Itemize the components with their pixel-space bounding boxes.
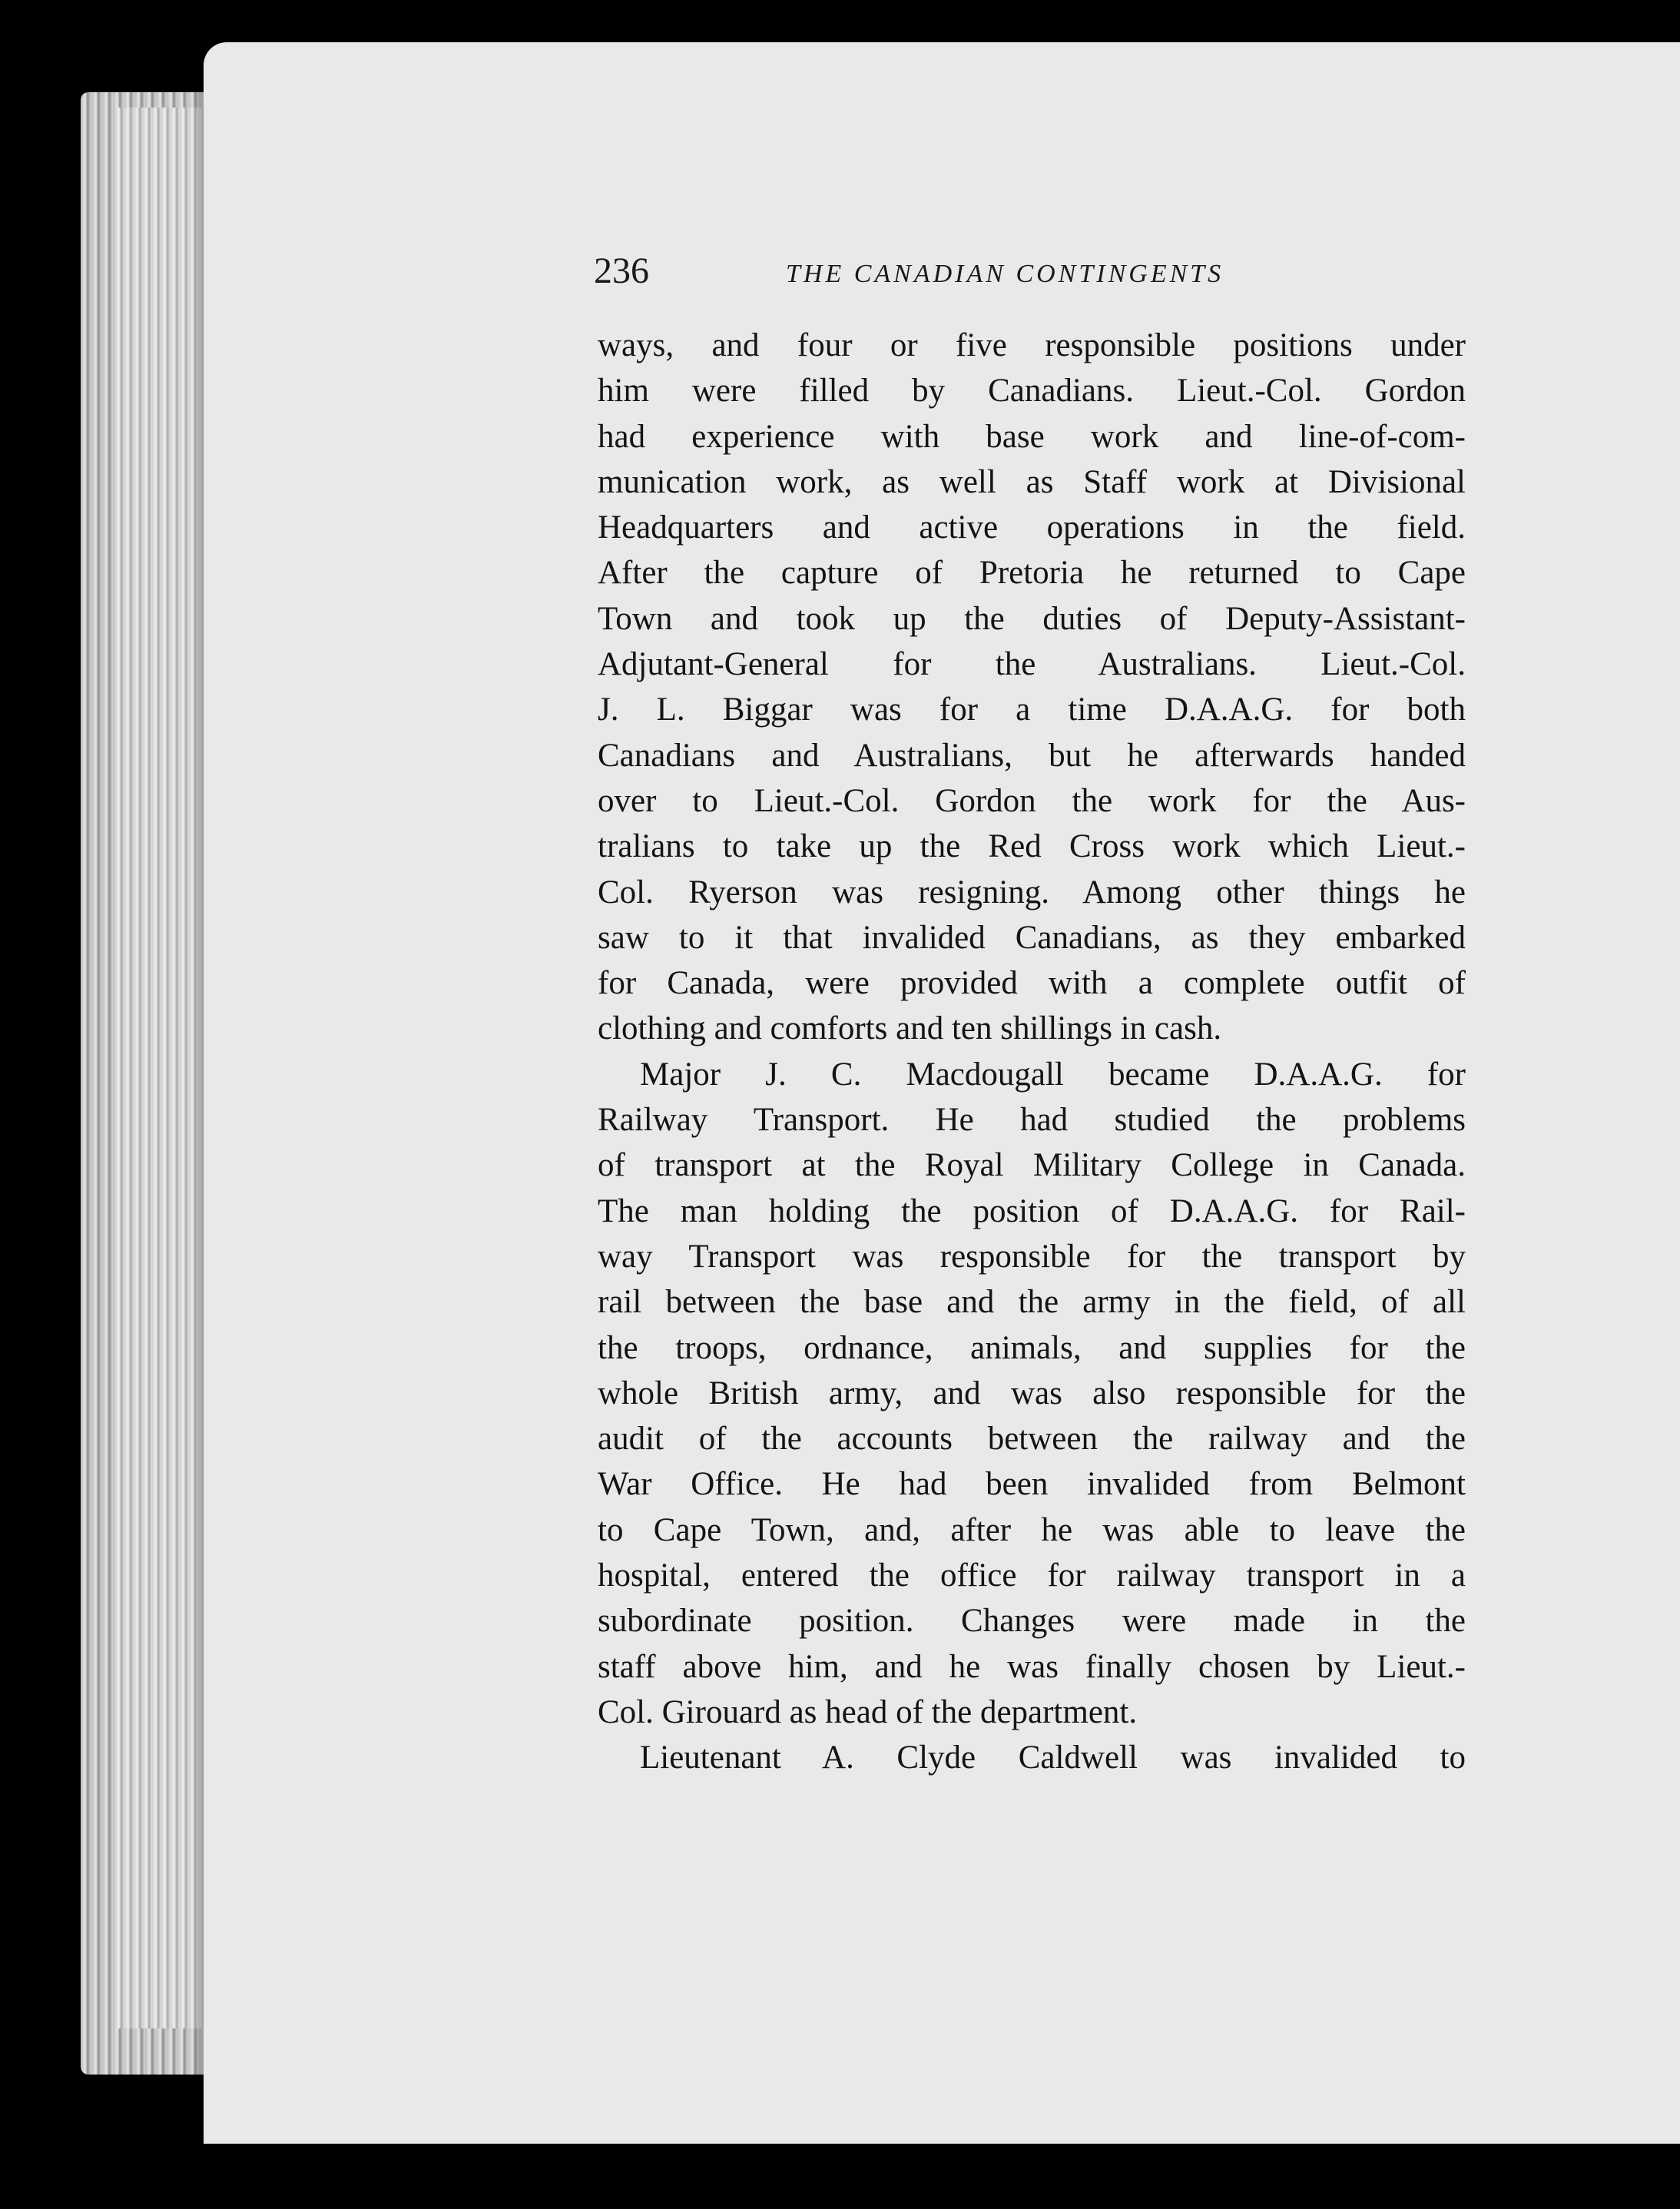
paragraph-line: way Transport was responsible for the transport by bbox=[598, 1238, 1466, 1275]
paragraph-line: for Canada, were provided with a complete outfit of bbox=[598, 965, 1466, 1002]
body-text bbox=[598, 323, 1466, 1781]
paragraph-line: him were filled by Canadians. Lieut.-Col. Gordon bbox=[598, 373, 1466, 410]
paragraph-line: rail between the base and the army in the field, of all bbox=[598, 1284, 1466, 1321]
paragraph-line: Adjutant-General for the Australians. Lieut.-Col. bbox=[598, 646, 1466, 683]
paragraph-line: Major J. C. Macdougall became D.A.A.G. for bbox=[640, 1056, 1466, 1093]
paragraph-line: Col. Girouard as head of the department. bbox=[598, 1693, 1138, 1730]
paragraph-line: munication work, as well as Staff work at Divisional bbox=[598, 463, 1466, 500]
paragraph-line: The man holding the position of D.A.A.G. for Rail- bbox=[598, 1192, 1466, 1229]
paragraph-line: whole British army, and was also responsible for the bbox=[598, 1375, 1466, 1411]
paragraph-line: Lieutenant A. Clyde Caldwell was invalided to bbox=[640, 1740, 1466, 1776]
paragraph-line: Railway Transport. He had studied the problems bbox=[598, 1102, 1466, 1139]
paragraph-line: of transport at the Royal Military College in Canada. bbox=[598, 1147, 1466, 1184]
paragraph-line: staff above him, and he was finally chosen by Lieut.- bbox=[598, 1648, 1466, 1685]
paragraph-line: saw to it that invalided Canadians, as they embarked bbox=[598, 919, 1466, 956]
paragraph-line: clothing and comforts and ten shillings in cash. bbox=[598, 1010, 1222, 1047]
paragraph-line: War Office. He had been invalided from Belmont bbox=[598, 1466, 1466, 1503]
paragraph-line: the troops, ordnance, animals, and supplies for the bbox=[598, 1329, 1466, 1366]
paragraph-line: hospital, entered the office for railway transport in a bbox=[598, 1557, 1466, 1594]
paragraph-line: audit of the accounts between the railway and the bbox=[598, 1421, 1466, 1458]
paragraph-line: subordinate position. Changes were made in the bbox=[598, 1603, 1466, 1640]
running-title: THE CANADIAN CONTINGENTS bbox=[786, 260, 1224, 288]
paragraph-line: to Cape Town, and, after he was able to leave the bbox=[598, 1511, 1466, 1548]
paragraph-line: had experience with base work and line-of-com- bbox=[598, 418, 1466, 455]
paragraph-line: Headquarters and active operations in the field. bbox=[598, 509, 1466, 546]
paragraph-line: Canadians and Australians, but he afterwards handed bbox=[598, 737, 1466, 774]
paragraph-line: ways, and four or five responsible positions under bbox=[598, 327, 1466, 363]
page-number: 236 bbox=[594, 250, 649, 291]
paragraph-line: Town and took up the duties of Deputy-Assistant- bbox=[598, 600, 1466, 637]
running-head bbox=[594, 244, 1470, 298]
paragraph-line: over to Lieut.-Col. Gordon the work for the Aus- bbox=[598, 782, 1466, 819]
paragraph-line: J. L. Biggar was for a time D.A.A.G. for both bbox=[598, 692, 1466, 728]
paragraph-line: tralians to take up the Red Cross work which Lieut.- bbox=[598, 828, 1466, 865]
paragraph-line: After the capture of Pretoria he returned to Cape bbox=[598, 555, 1466, 592]
paragraph-line: Col. Ryerson was resigning. Among other things he bbox=[598, 874, 1466, 910]
